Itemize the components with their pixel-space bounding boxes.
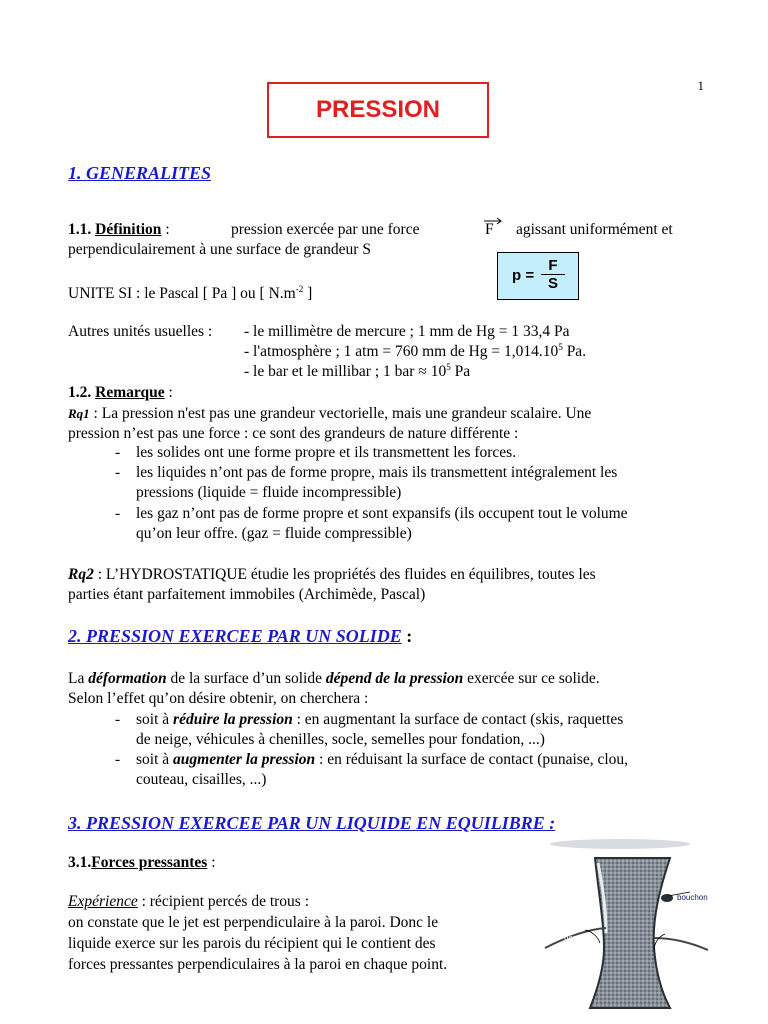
formula-lhs: p =	[512, 267, 535, 284]
s2-item1-c: : en augmentant la surface de contact (skis, raquettes	[292, 711, 624, 728]
remarque-heading	[68, 383, 173, 403]
def-text1: pression exercée par une force	[231, 221, 420, 238]
autre-unite-1	[244, 322, 570, 342]
rq1-line2: pression n’est pas une force : ce sont des grandeurs de nature différente :	[68, 425, 519, 442]
s2-p1-a: La	[68, 670, 89, 687]
formula-denominator: S	[547, 275, 558, 292]
s2-item-2	[136, 750, 628, 770]
def-colon: :	[161, 221, 170, 238]
rq1-item-3b: qu’on leur offre. (gaz = fluide compressible)	[136, 525, 412, 542]
container-illustration	[540, 838, 712, 1014]
s2-para2: Selon l’effet qu’on désire obtenir, on cherchera :	[68, 690, 369, 707]
def-text2: agissant uniformément et	[516, 221, 673, 238]
unite-exponent: -2	[295, 283, 304, 294]
s2-item2-c: : en réduisant la surface de contact (punaise, clou,	[315, 751, 629, 768]
unite-suffix: ]	[303, 285, 313, 302]
rq2-text: : L’HYDROSTATIQUE étudie les propriétés des fluides en équilibres, toutes les	[93, 566, 596, 583]
s3-sub-num: 3.1.	[68, 854, 92, 871]
s2-dash-1: -	[115, 711, 121, 728]
formula-box	[497, 252, 579, 300]
section-2-heading-wrap	[68, 626, 412, 648]
autre-1-text: - le millimètre de mercure ; 1 mm de Hg = 1 33,4 Pa	[244, 323, 570, 340]
s3-sub-label: Forces pressantes	[91, 854, 208, 871]
page-title: PRESSION	[315, 96, 441, 123]
autres-label: Autres unités usuelles :	[68, 323, 213, 340]
figure-angle-2: 90°	[656, 925, 669, 934]
rq1-item-2: les liquides n’ont pas de forme propre, mais ils transmettent intégralement les	[136, 464, 618, 481]
title-box	[267, 82, 489, 138]
s2-p1-b: déformation	[88, 670, 167, 687]
rem-label: Remarque	[95, 384, 165, 401]
figure-angle-1: 90°	[564, 935, 577, 944]
formula-fraction	[541, 257, 565, 292]
autre-unite-2	[244, 342, 586, 362]
rq1-item-3: les gaz n’ont pas de forme propre et sont expansifs (ils occupent tout le volume	[136, 505, 628, 522]
s2-item2-a: soit à	[136, 751, 174, 768]
s3-exp-text: : récipient percés de trous :	[137, 893, 310, 910]
rq1-dash-1: -	[115, 444, 121, 461]
rem-num: 1.2.	[68, 384, 92, 401]
def-label: Définition	[95, 221, 162, 238]
rq1-item-2b: pressions (liquide = fluide incompressible)	[136, 484, 402, 501]
s2-p1-c: de la surface d’un solide	[166, 670, 326, 687]
rq1-dash-2: -	[115, 464, 121, 481]
autre-unite-3	[244, 362, 470, 382]
rq2-line2: parties étant parfaitement immobiles (Archimède, Pascal)	[68, 586, 426, 603]
s3-sub-colon: :	[207, 854, 216, 871]
def-force-F: F	[485, 221, 494, 238]
section-3-heading: 3. PRESSION EXERCEE PAR UN LIQUIDE EN EQUILIBRE :	[68, 813, 556, 833]
s2-p1-d: dépend de la pression	[325, 670, 464, 687]
s3-line2: liquide exerce sur les parois du récipient qui le contient des	[68, 935, 436, 952]
rq2-label: Rq2	[68, 566, 94, 583]
s3-line1: on constate que le jet est perpendiculaire à la paroi. Donc le	[68, 914, 439, 931]
autre-2-text: - l'atmosphère ; 1 atm = 760 mm de Hg = 1,014.10	[244, 343, 559, 360]
autre-2-tail: Pa.	[562, 343, 587, 360]
s2-item1-a: soit à	[136, 711, 174, 728]
rq1-item-1: les solides ont une forme propre et ils transmettent les forces.	[136, 444, 517, 461]
s2-dash-2: -	[115, 751, 121, 768]
page-number: 1	[697, 78, 704, 93]
s3-exp-label: Expérience	[68, 893, 138, 910]
s2-item1-b: réduire la pression	[173, 711, 293, 728]
unite-prefix: UNITE SI : le Pascal [ Pa ] ou [ N.m	[68, 285, 296, 302]
s2-para1	[68, 669, 600, 689]
section-2-colon: :	[401, 626, 413, 646]
autre-2-exp: 5	[558, 341, 563, 352]
section-2-heading: 2. PRESSION EXERCEE PAR UN SOLIDE	[68, 626, 402, 646]
autre-3-tail: Pa	[450, 363, 471, 380]
s2-p1-e: exercée sur ce solide.	[463, 670, 600, 687]
unite-si	[68, 284, 312, 304]
rem-colon: :	[164, 384, 173, 401]
s2-item-2b: couteau, cisailles, ...)	[136, 771, 267, 788]
s3-line3: forces pressantes perpendiculaires à la paroi en chaque point.	[68, 956, 448, 973]
s2-item-1	[136, 710, 623, 730]
rq1-text: : La pression n'est pas une grandeur vectorielle, mais une grandeur scalaire. Une	[89, 405, 592, 422]
s3-sub-heading	[68, 853, 216, 873]
container-figure	[540, 838, 712, 1014]
s2-item2-b: augmenter la pression	[173, 751, 316, 768]
section-1-heading: 1. GENERALITES	[68, 163, 212, 183]
rq1-line1	[68, 404, 704, 424]
s2-item-1b: de neige, véhicules à chenilles, socle, semelles pour fondation, ...)	[136, 731, 545, 748]
rq2-line1	[68, 565, 596, 585]
figure-label-bouchon: bouchon	[677, 893, 708, 902]
rq1-dash-3: -	[115, 505, 121, 522]
rq1-label: Rq1	[68, 406, 90, 421]
def-line2: perpendiculairement à une surface de grandeur S	[68, 241, 371, 258]
formula-numerator: F	[541, 257, 565, 275]
autre-3-exp: 5	[446, 361, 451, 372]
def-num: 1.1.	[68, 221, 92, 238]
s3-experience	[68, 892, 309, 912]
autre-3-text: - le bar et le millibar ; 1 bar ≈ 10	[244, 363, 447, 380]
